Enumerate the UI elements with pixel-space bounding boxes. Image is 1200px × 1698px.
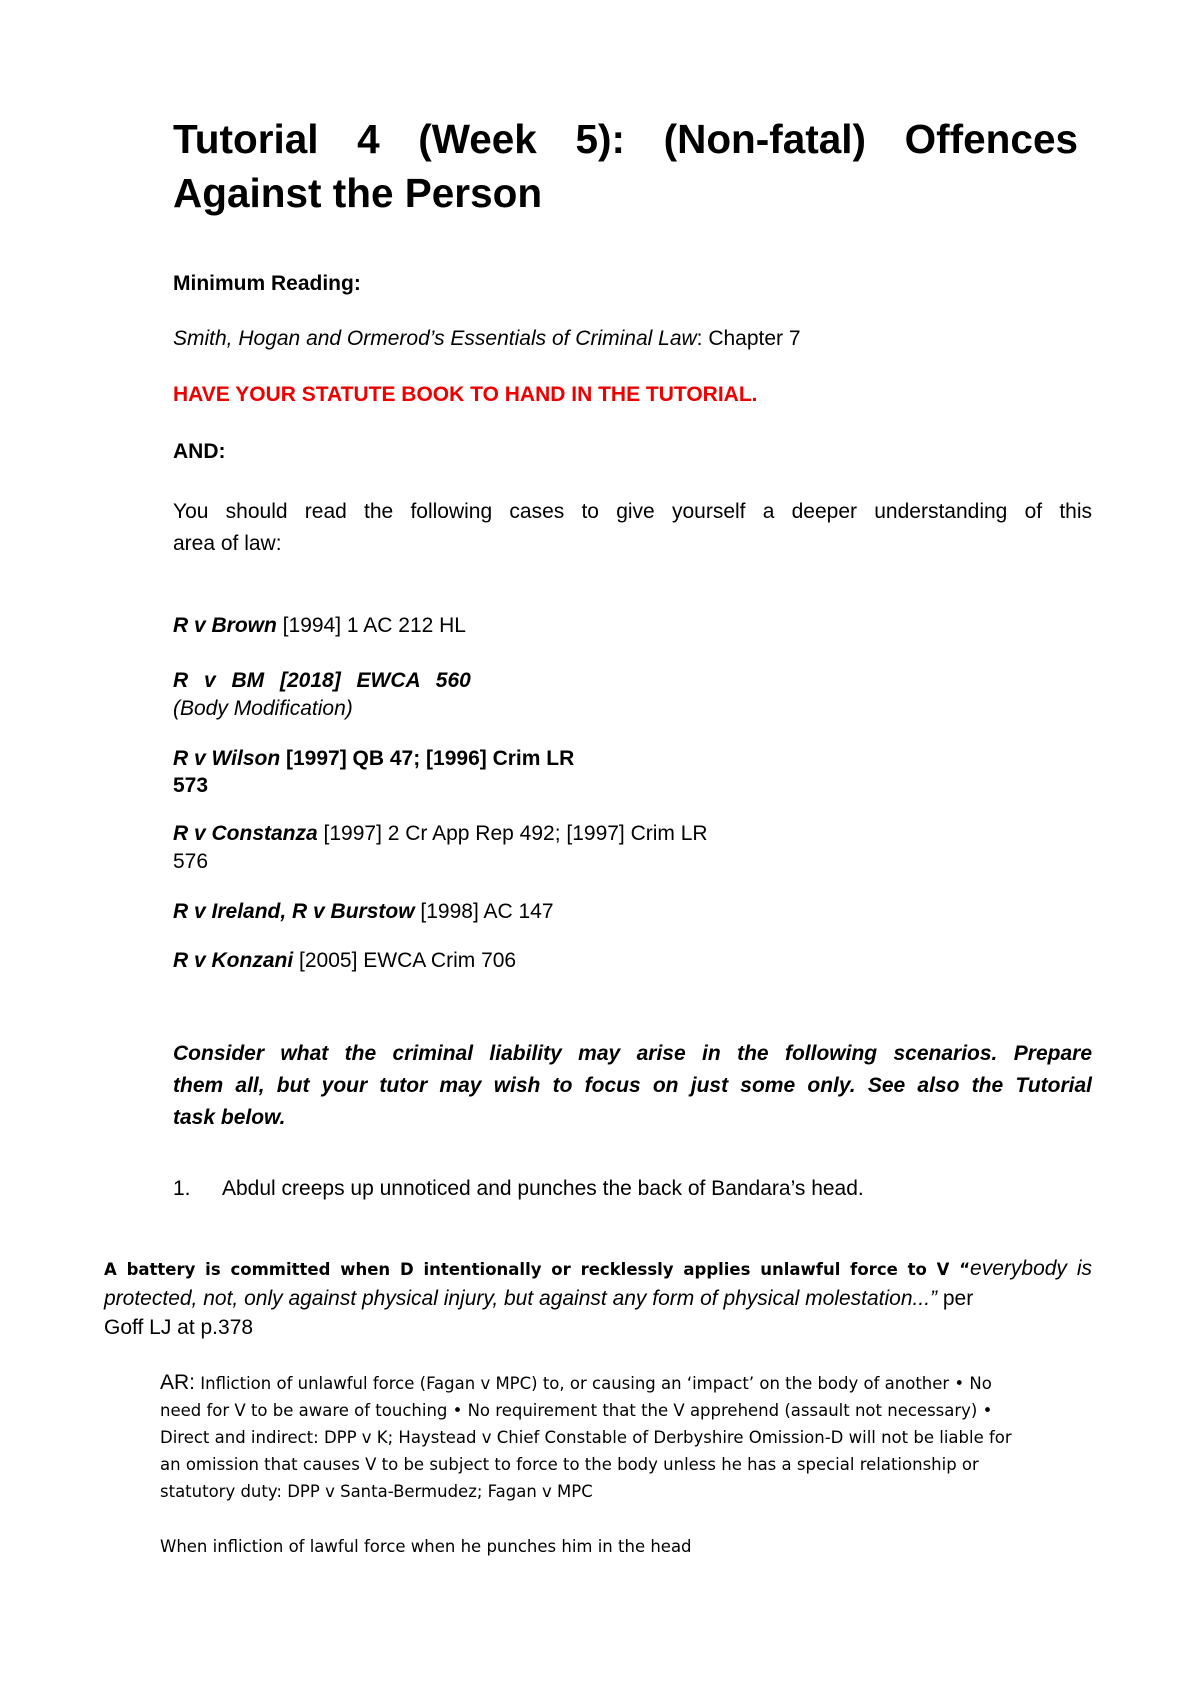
- battery-definition-line-2: [104, 1287, 973, 1311]
- case-brown: [173, 614, 466, 638]
- case-name: R v Konzani: [173, 949, 294, 972]
- battery-definition: A battery is committed when D intentionally or recklessly applies unlawful force to V “: [104, 1260, 971, 1279]
- ar-text: Infliction of unlawful force (Fagan v MPC) to, or causing an ‘impact’ on the body of another • No: [195, 1374, 992, 1393]
- case-citation: [1997] QB 47; [1996] Crim LR: [280, 747, 575, 770]
- final-note: When infliction of lawful force when he punches him in the head: [160, 1537, 692, 1556]
- battery-quote: protected, not, only against physical injury, but against any form of physical molestation...”: [104, 1287, 938, 1310]
- battery-definition-line-3: Goff LJ at p.378: [104, 1316, 254, 1339]
- instructions-line-1: Consider what the criminal liability may arise in the following scenarios. Prepare: [173, 1042, 1092, 1065]
- book-title: Smith, Hogan and Ormerod’s Essentials of Criminal Law: [173, 327, 697, 350]
- case-constanza: [173, 822, 708, 846]
- book-chapter: : Chapter 7: [696, 327, 801, 350]
- ar-line-4: an omission that causes V to be subject to force to the body unless he has a special relationship or: [160, 1455, 979, 1474]
- case-bm: R v BM [2018] EWCA 560: [173, 669, 471, 692]
- intro-line-2: area of law:: [173, 532, 282, 555]
- page-title-line-1: Tutorial 4 (Week 5): (Non-fatal) Offences: [173, 116, 1078, 162]
- ar-line-1: [160, 1371, 992, 1395]
- instructions-line-2: them all, but your tutor may wish to focus on just some only. See also the Tutorial: [173, 1074, 1092, 1097]
- instructions-line-3: task below.: [173, 1106, 286, 1129]
- and-heading: AND:: [173, 440, 226, 463]
- scenario-text: Abdul creeps up unnoticed and punches the back of Bandara’s head.: [222, 1177, 864, 1200]
- ar-line-5: statutory duty: DPP v Santa-Bermudez; Fagan v MPC: [160, 1482, 593, 1501]
- case-name: R v Brown: [173, 614, 277, 637]
- ar-line-3: Direct and indirect: DPP v K; Haystead v Chief Constable of Derbyshire Omission-D will not be liable for: [160, 1428, 1012, 1447]
- case-bm-note: (Body Modification): [173, 697, 353, 720]
- battery-definition-line-1: [104, 1257, 1092, 1281]
- minimum-reading-text: [173, 327, 801, 351]
- case-citation: [1994] 1 AC 212 HL: [276, 614, 466, 637]
- case-konzani: [173, 949, 516, 973]
- ar-label: AR:: [160, 1371, 196, 1394]
- case-wilson-citation-cont: 573: [173, 774, 209, 797]
- case-wilson: [173, 747, 574, 771]
- case-name: R v Constanza: [173, 822, 318, 845]
- case-citation: [1998] AC 147: [414, 900, 554, 923]
- case-ireland-burstow: [173, 900, 554, 924]
- ar-line-2: need for V to be aware of touching • No requirement that the V apprehend (assault not necessary) •: [160, 1401, 993, 1420]
- statute-notice: HAVE YOUR STATUTE BOOK TO HAND IN THE TUTORIAL.: [173, 383, 758, 406]
- minimum-reading-heading: Minimum Reading:: [173, 272, 361, 295]
- case-name: R v Ireland, R v Burstow: [173, 900, 415, 923]
- case-constanza-citation-cont: 576: [173, 850, 209, 873]
- battery-quote: everybody is: [970, 1257, 1092, 1280]
- case-citation: [1997] 2 Cr App Rep 492; [1997] Crim LR: [317, 822, 708, 845]
- page-title-line-2: Against the Person: [173, 170, 543, 216]
- case-name: R v Wilson: [173, 747, 281, 770]
- intro-line-1: You should read the following cases to give yourself a deeper understanding of this: [173, 500, 1092, 523]
- scenario-number: 1.: [173, 1177, 191, 1200]
- case-citation: [2005] EWCA Crim 706: [293, 949, 517, 972]
- battery-attribution: per: [937, 1287, 974, 1310]
